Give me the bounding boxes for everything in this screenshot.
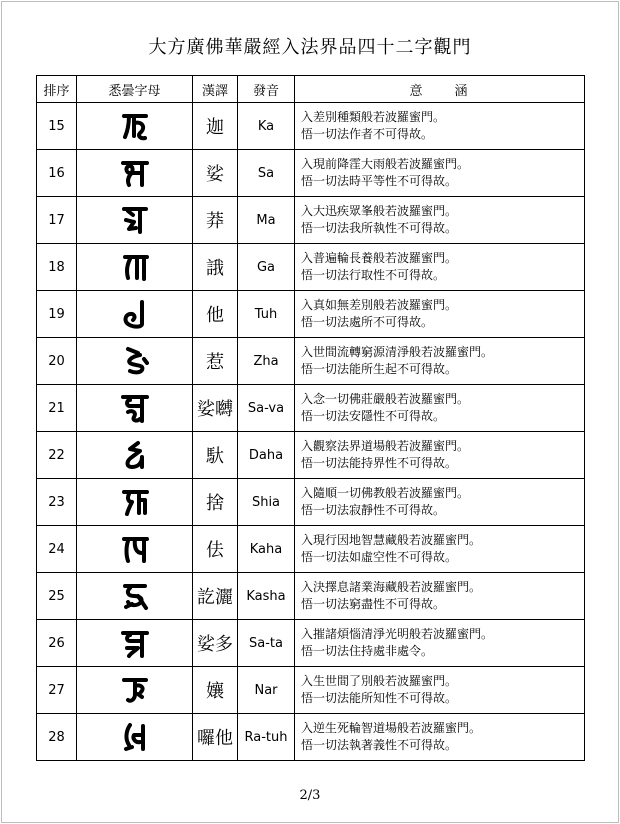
meaning-line: 入普遍輪長養般若波羅蜜門。 xyxy=(301,251,458,265)
row-order: 27 xyxy=(37,667,77,714)
row-order: 17 xyxy=(37,197,77,244)
table-header-row xyxy=(37,76,585,103)
siddham-glyph xyxy=(77,103,193,150)
meaning-cell xyxy=(295,526,585,573)
table-row xyxy=(37,620,585,667)
meaning-line: 悟一切法能持界性不可得故。 xyxy=(301,456,458,470)
chinese-transliteration: 惹 xyxy=(193,338,238,385)
chinese-transliteration: 娑嚩 xyxy=(193,385,238,432)
table-row xyxy=(37,573,585,620)
meaning-line: 悟一切法窮盡性不可得故。 xyxy=(301,597,446,611)
chinese-transliteration: 捨 xyxy=(193,479,238,526)
siddham-glyph xyxy=(77,197,193,244)
row-order: 26 xyxy=(37,620,77,667)
meaning-line: 入觀察法界道場般若波羅蜜門。 xyxy=(301,439,470,453)
table-row xyxy=(37,338,585,385)
row-order: 24 xyxy=(37,526,77,573)
meaning-line: 入真如無差別般若波羅蜜門。 xyxy=(301,298,458,312)
meaning-line: 入生世間了別般若波羅蜜門。 xyxy=(301,674,458,688)
table-row xyxy=(37,479,585,526)
chinese-transliteration: 娑多 xyxy=(193,620,238,667)
siddham-glyph xyxy=(77,291,193,338)
table-row xyxy=(37,667,585,714)
header-chinese: 漢譯 xyxy=(193,76,238,103)
siddham-glyph xyxy=(77,573,193,620)
meaning-cell xyxy=(295,150,585,197)
meaning-line: 悟一切法能所知性不可得故。 xyxy=(301,691,458,705)
pronunciation: Sa-va xyxy=(238,385,295,432)
meaning-line: 悟一切法行取性不可得故。 xyxy=(301,268,446,282)
table-row xyxy=(37,432,585,479)
chinese-transliteration: 誐 xyxy=(193,244,238,291)
pronunciation: Zha xyxy=(238,338,295,385)
header-order: 排序 xyxy=(37,76,77,103)
table-row xyxy=(37,291,585,338)
row-order: 19 xyxy=(37,291,77,338)
pronunciation: Sa-ta xyxy=(238,620,295,667)
table-row xyxy=(37,150,585,197)
pronunciation: Tuh xyxy=(238,291,295,338)
siddham-glyph xyxy=(77,620,193,667)
meaning-line: 入摧諸煩惱清淨光明般若波羅蜜門。 xyxy=(301,627,494,641)
page-title: 大方廣佛華嚴經入法界品四十二字觀門 xyxy=(148,37,472,58)
meaning-line: 悟一切法寂靜性不可得故。 xyxy=(301,503,446,517)
pronunciation: Ka xyxy=(238,103,295,150)
chinese-transliteration: 他 xyxy=(193,291,238,338)
siddham-glyph xyxy=(77,244,193,291)
row-order: 22 xyxy=(37,432,77,479)
meaning-line: 入世間流轉窮源清淨般若波羅蜜門。 xyxy=(301,345,494,359)
meaning-cell xyxy=(295,103,585,150)
header-siddham: 悉曇字母 xyxy=(77,76,193,103)
header-meaning: 意 涵 xyxy=(295,76,585,103)
meaning-line: 悟一切法處所不可得故。 xyxy=(301,315,434,329)
pronunciation: Shia xyxy=(238,479,295,526)
meaning-line: 入決擇息諸業海藏般若波羅蜜門。 xyxy=(301,580,482,594)
row-order: 23 xyxy=(37,479,77,526)
chinese-transliteration: 孃 xyxy=(193,667,238,714)
table-row xyxy=(37,103,585,150)
row-order: 16 xyxy=(37,150,77,197)
pronunciation: Sa xyxy=(238,150,295,197)
pronunciation: Kaha xyxy=(238,526,295,573)
row-order: 15 xyxy=(37,103,77,150)
meaning-line: 悟一切法執著義性不可得故。 xyxy=(301,738,458,752)
chinese-transliteration: 佉 xyxy=(193,526,238,573)
pronunciation: Ma xyxy=(238,197,295,244)
chinese-transliteration: 莽 xyxy=(193,197,238,244)
chinese-transliteration: 馱 xyxy=(193,432,238,479)
table-row xyxy=(37,197,585,244)
meaning-cell xyxy=(295,620,585,667)
chinese-transliteration: 迦 xyxy=(193,103,238,150)
meaning-line: 入隨順一切佛教般若波羅蜜門。 xyxy=(301,486,470,500)
meaning-line: 入差別種類般若波羅蜜門。 xyxy=(301,110,446,124)
meaning-line: 入大迅疾眾峯般若波羅蜜門。 xyxy=(301,204,458,218)
meaning-cell xyxy=(295,479,585,526)
chinese-transliteration: 囉他 xyxy=(193,714,238,761)
table-row xyxy=(37,385,585,432)
chinese-transliteration: 訖灑 xyxy=(193,573,238,620)
siddham-glyph xyxy=(77,338,193,385)
siddham-glyph xyxy=(77,432,193,479)
meaning-line: 悟一切法時平等性不可得故。 xyxy=(301,174,458,188)
syllabary-table xyxy=(36,75,585,761)
siddham-glyph xyxy=(77,714,193,761)
page-number: 2/3 xyxy=(299,788,321,803)
meaning-line: 悟一切法安隱性不可得故。 xyxy=(301,409,446,423)
siddham-glyph xyxy=(77,385,193,432)
table-row xyxy=(37,714,585,761)
meaning-cell xyxy=(295,667,585,714)
table-row xyxy=(37,526,585,573)
row-order: 28 xyxy=(37,714,77,761)
row-order: 18 xyxy=(37,244,77,291)
table-row xyxy=(37,244,585,291)
meaning-cell xyxy=(295,573,585,620)
meaning-line: 入念一切佛莊嚴般若波羅蜜門。 xyxy=(301,392,470,406)
row-order: 25 xyxy=(37,573,77,620)
pronunciation: Daha xyxy=(238,432,295,479)
chinese-transliteration: 娑 xyxy=(193,150,238,197)
meaning-line: 入現行因地智慧藏般若波羅蜜門。 xyxy=(301,533,482,547)
meaning-cell xyxy=(295,197,585,244)
pronunciation: Kasha xyxy=(238,573,295,620)
siddham-glyph xyxy=(77,479,193,526)
meaning-line: 悟一切法如虛空性不可得故。 xyxy=(301,550,458,564)
meaning-cell xyxy=(295,291,585,338)
meaning-line: 悟一切法作者不可得故。 xyxy=(301,127,434,141)
header-pronunciation: 發音 xyxy=(238,76,295,103)
pronunciation: Ra-tuh xyxy=(238,714,295,761)
meaning-line: 入逆生死輪智道場般若波羅蜜門。 xyxy=(301,721,482,735)
siddham-glyph xyxy=(77,150,193,197)
pronunciation: Nar xyxy=(238,667,295,714)
pronunciation: Ga xyxy=(238,244,295,291)
siddham-glyph xyxy=(77,526,193,573)
meaning-line: 入現前降霔大雨般若波羅蜜門。 xyxy=(301,157,470,171)
meaning-cell xyxy=(295,714,585,761)
meaning-cell xyxy=(295,338,585,385)
meaning-cell xyxy=(295,244,585,291)
row-order: 20 xyxy=(37,338,77,385)
meaning-cell xyxy=(295,432,585,479)
row-order: 21 xyxy=(37,385,77,432)
siddham-glyph xyxy=(77,667,193,714)
meaning-line: 悟一切法我所執性不可得故。 xyxy=(301,221,458,235)
meaning-cell xyxy=(295,385,585,432)
meaning-line: 悟一切法住持處非處令。 xyxy=(301,644,434,658)
meaning-line: 悟一切法能所生起不可得故。 xyxy=(301,362,458,376)
